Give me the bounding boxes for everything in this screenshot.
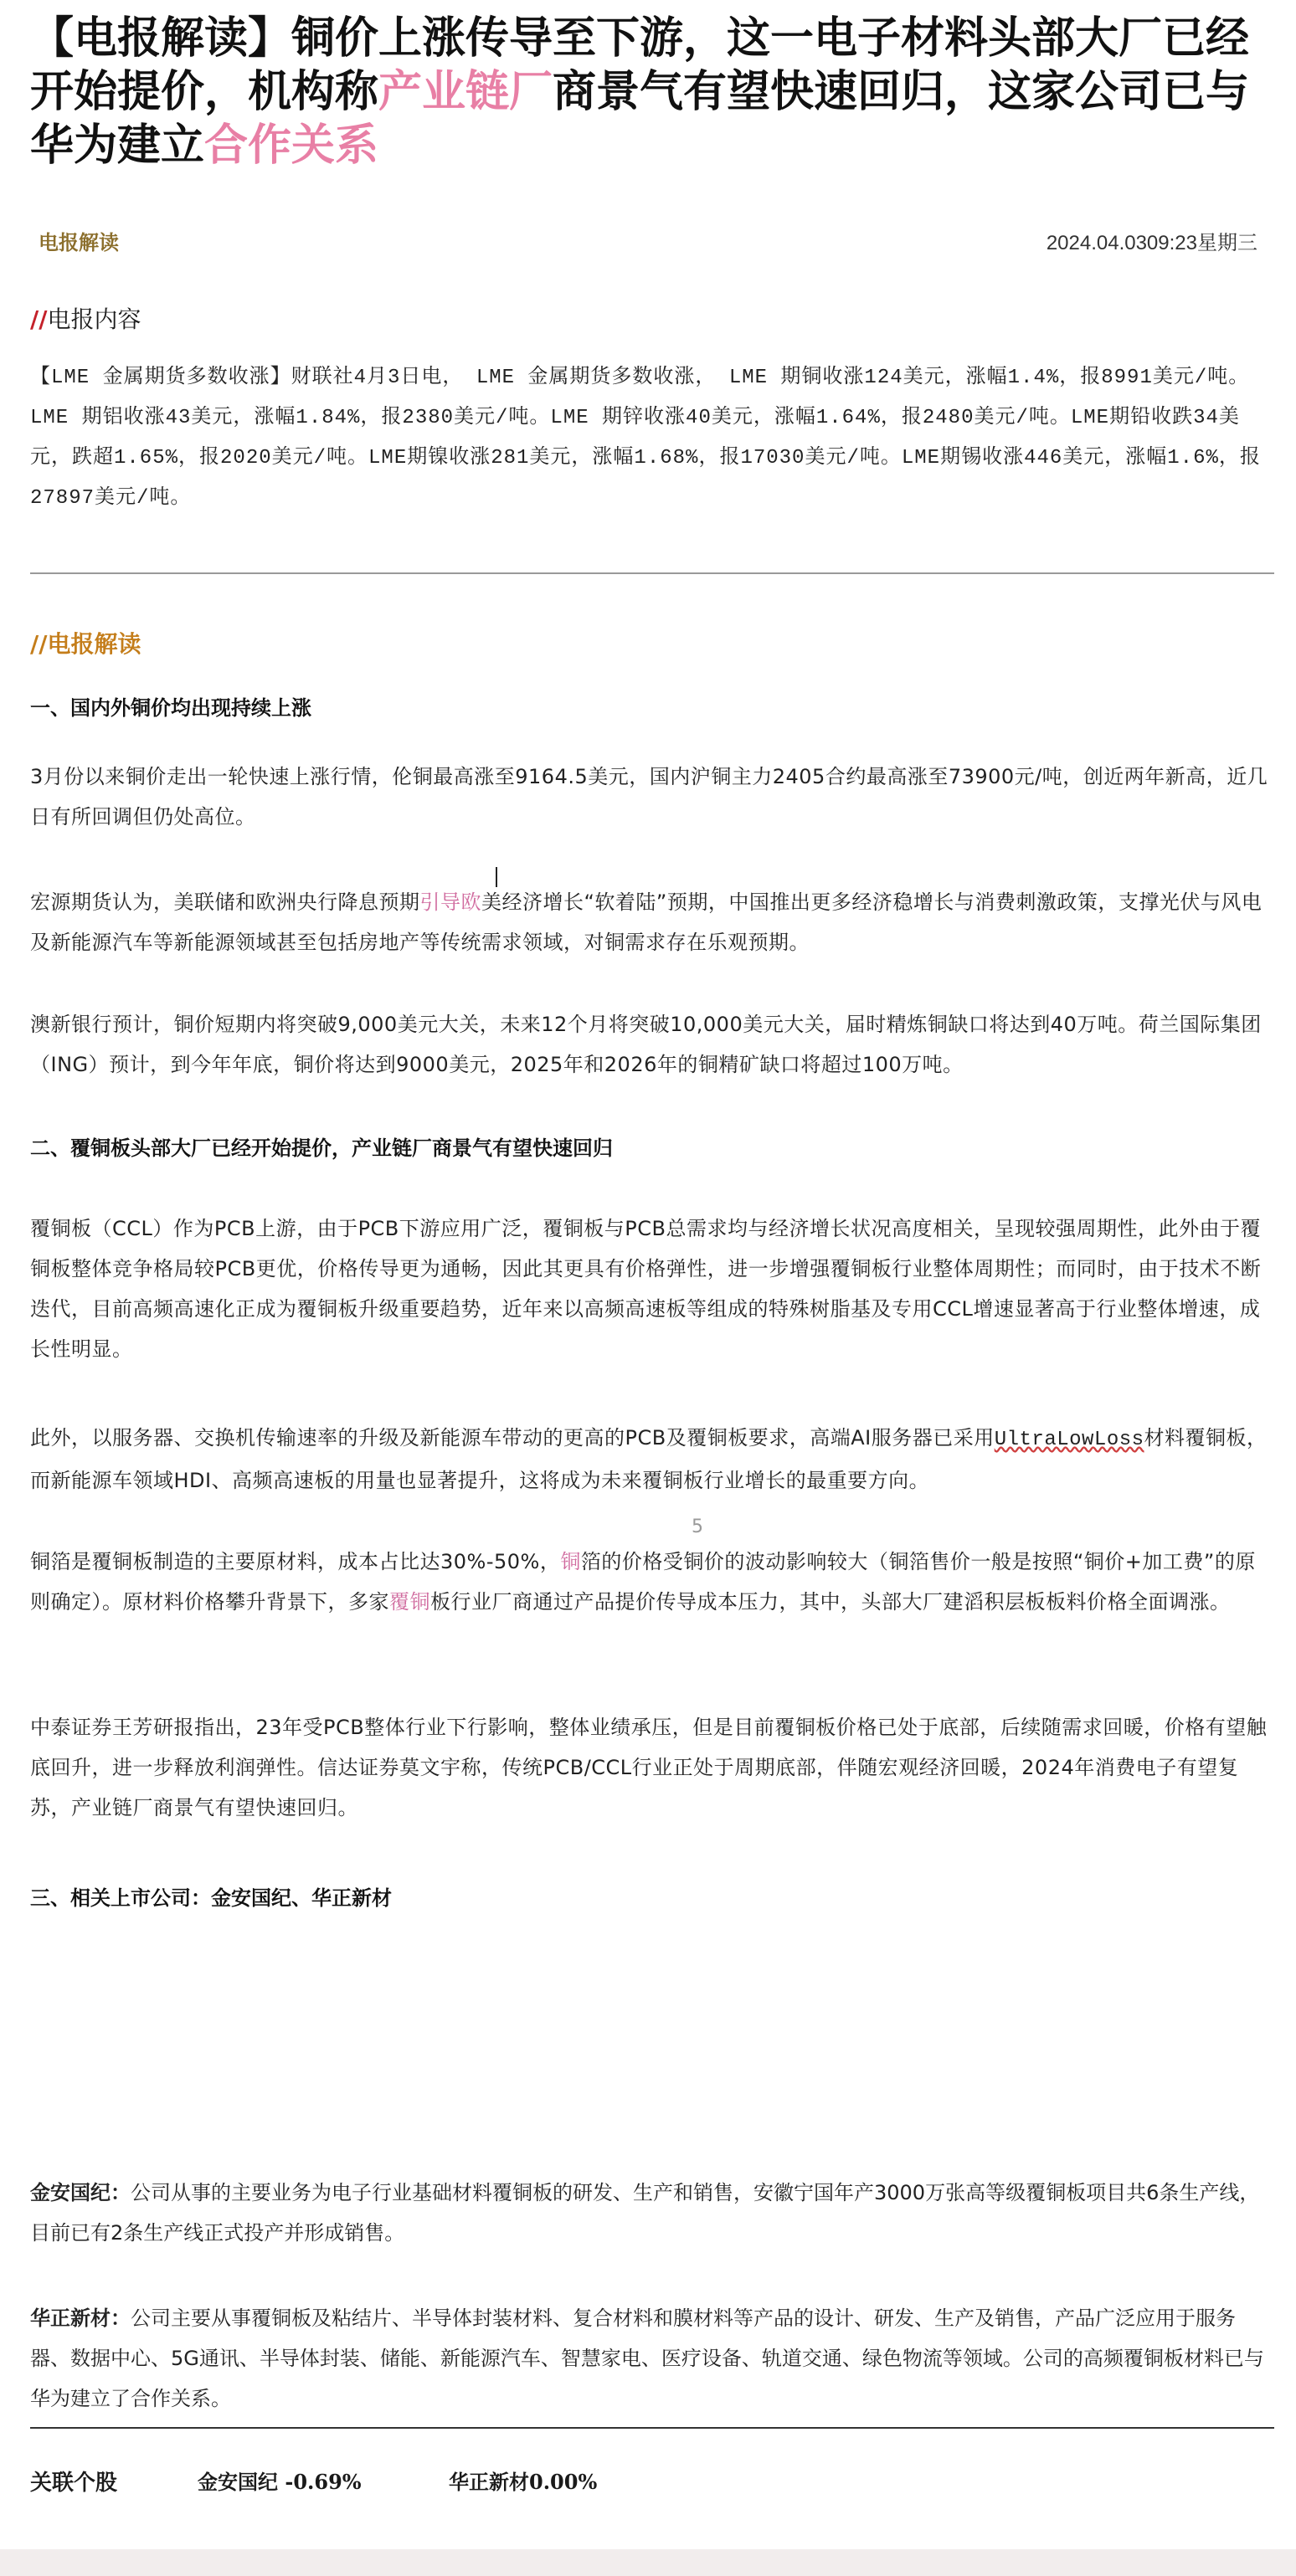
s2-paragraph-2 (30, 1418, 1269, 1501)
bottom-bar (0, 2549, 1296, 2576)
title-highlight-1: 产业链厂 (378, 66, 553, 117)
article-meta (39, 226, 1257, 256)
subsection-1-title: 一、国内外铜价均出现持续上涨 (30, 695, 311, 720)
company-2-name[interactable]: 华正新材： (30, 2306, 131, 2330)
related-label: 关联个股 (30, 2471, 118, 2496)
s2-paragraph-1: 覆铜板（CCL）作为PCB上游，由于PCB下游应用广泛，覆铜板与PCB总需求均与经济增长状况高度相关，呈现较强周期性，此外由于覆铜板整体竞争格局较PCB更优，价格传导更为通畅，因此其更具有价格弹性，进一步增强覆铜板行业整体周期性；而同时，由于技术不断迭代，目前高频高速化正成为覆铜板升级重要趋势，近年来以高频高速板等组成的特殊树脂基及专用CCL增速显著高于行业整体增速，成长性明显。 (30, 1217, 1262, 1361)
content-section-heading (30, 301, 141, 335)
source-label[interactable]: 电报解读 (39, 230, 119, 254)
s2-paragraph-4: 中泰证券王芳研报指出，23年受PCB整体行业下行影响，整体业绩承压，但是目前覆铜板价格已处于底部，后续随需求回暖，价格有望触底回升，进一步释放利润弹性。信达证券莫文宇称，传统PCB/CCL行业正处于周期底部，伴随宏观经济回暖，2024年消费电子有望复苏，产业链厂商景气有望快速回归。 (30, 1716, 1268, 1819)
s2-p3-highlight-2[interactable]: 覆铜 (389, 1590, 430, 1614)
title-part-1: 【电报解读】铜价上涨传导至下游，这一电子材料头部大厂已经开始提价，机构称 (30, 13, 1250, 117)
s1-p2-part-b: 美经济增长“软着陆”预期，中国推出更多经济稳增长与消费刺激政策，支撑光伏与风电及新能源汽车等新能源领域甚至包括房地产等传统需求领域，对铜需求存在乐观预期。 (30, 890, 1263, 954)
subsection-3-title: 三、相关上市公司：金安国纪、华正新材 (30, 1886, 392, 1910)
company-1 (30, 2173, 1273, 2253)
s1-p2-highlight[interactable]: 引导欧 (419, 890, 481, 914)
spellcheck-word: UltraLowLoss (994, 1429, 1144, 1451)
heading-slashes: // (30, 305, 48, 333)
s2-p3-part-c: 板行业厂商通过产品提价传导成本压力，其中，头部大厂建滔积层板板料价格全面调涨。 (430, 1590, 1231, 1614)
content-heading-text: 电报内容 (47, 305, 141, 333)
s2-p3-part-a: 铜箔是覆铜板制造的主要原材料，成本占比达30%-50%， (30, 1550, 561, 1573)
company-2-desc: 公司主要从事覆铜板及粘结片、半导体封装材料、复合材料和膜材料等产品的设计、研发、生产及销售，产品广泛应用于服务器、数据中心、5G通讯、半导体封装、储能、新能源汽车、智慧家电、医疗设备、轨道交通、绿色物流等领域。公司的高频覆铜板材料已与华为建立了合作关系。 (30, 2307, 1264, 2410)
telegraph-content: 【LME 金属期货多数收涨】财联社4月3日电， LME 金属期货多数收涨， LME 期铜收涨124美元，涨幅1.4%，报8991美元/吨。 LME 期铝收涨43美元，涨幅1.84%，报2380美元/吨。LME 期锌收涨40美元，涨幅1.64%，报2480美元/吨。LME期铅收跌34美元，跌超1.65%，报2020美元/吨。LME期镍收涨281美元，涨幅1.68%，报17030美元/吨。LME期锡收涨446美元，涨幅1.6%，报27897美元/吨。 (30, 367, 1261, 510)
stock-jinan[interactable]: 金安国纪 -0.69% (198, 2470, 362, 2494)
company-1-name[interactable]: 金安国纪： (30, 2180, 131, 2204)
subsection-2-title: 二、覆铜板头部大厂已经开始提价，产业链厂商景气有望快速回归 (30, 1136, 613, 1160)
section-divider (30, 572, 1274, 574)
s2-paragraph-3 (30, 1542, 1269, 1622)
stock-huazheng[interactable]: 华正新材0.00% (449, 2470, 598, 2494)
page-number: 5 (692, 1516, 703, 1537)
s1-paragraph-3: 澳新银行预计，铜价短期内将突破9,000美元大关，未来12个月将突破10,000美元大关，届时精炼铜缺口将达到40万吨。荷兰国际集团（ING）预计，到今年年底，铜价将达到9000美元，2025年和2026年的铜精矿缺口将超过100万吨。 (30, 1013, 1262, 1076)
title-highlight-2: 合作关系 (204, 120, 379, 171)
s2-p3-highlight-1[interactable]: 铜 (560, 1550, 581, 1573)
company-1-desc: 公司从事的主要业务为电子行业基础材料覆铜板的研发、生产和销售，安徽宁国年产3000万张高等级覆铜板项目共6条生产线，目前已有2条生产线正式投产并形成销售。 (30, 2181, 1260, 2245)
s2-p2-part-a: 此外，以服务器、交换机传输速率的升级及新能源车带动的更高的PCB及覆铜板要求，高端AI服务器已采用 (30, 1426, 995, 1450)
publish-datetime: 2024.04.0309:23星期三 (1046, 232, 1257, 254)
article-title (30, 12, 1278, 172)
s1-paragraph-2 (30, 882, 1269, 962)
company-2 (30, 2298, 1273, 2419)
title-part-2: 商景气有望快速回归，这家公司已与华为建立 (30, 66, 1250, 171)
s1-paragraph-1: 3月份以来铜价走出一轮快速上涨行情，伦铜最高涨至9164.5美元，国内沪铜主力2405合约最高涨至73900元/吨，创近两年新高，近几日有所回调但仍处高位。 (30, 765, 1268, 829)
s2-p2-part-b: 材料覆铜板，而新能源车领域HDI、高频高速板的用量也显著提升，这将成为未来覆铜板行业增长的最重要方向。 (30, 1426, 1268, 1492)
related-divider (30, 2427, 1274, 2429)
analysis-section-heading: //电报解读 (30, 630, 141, 658)
s2-p3-part-b: 箔的价格受铜价的波动影响较大（铜箔售价一般是按照“铜价+加工费”的原则确定）。原材料价格攀升背景下，多家 (30, 1550, 1256, 1614)
s1-p2-part-a: 宏源期货认为，美联储和欧洲央行降息预期 (30, 890, 420, 914)
related-stocks (30, 2466, 1269, 2499)
